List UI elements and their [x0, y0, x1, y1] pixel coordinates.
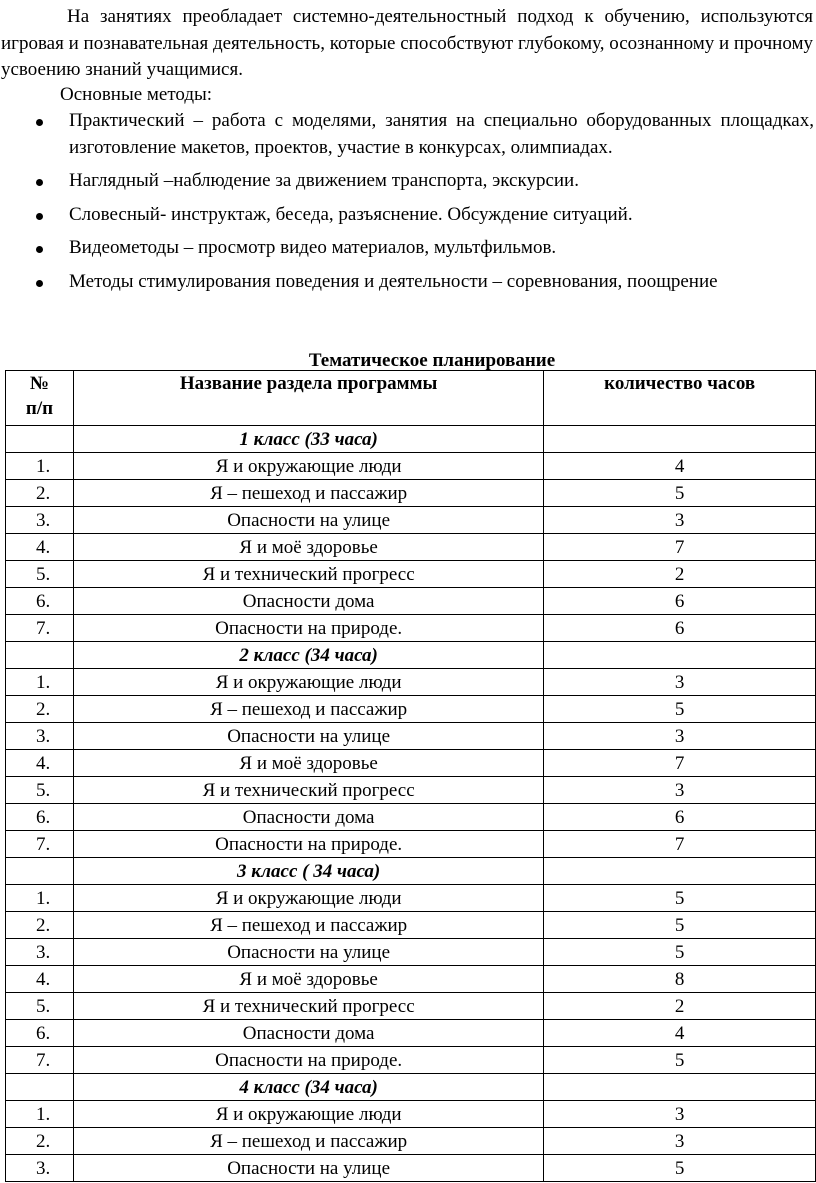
row-hours: 5: [544, 912, 816, 939]
table-row: [6, 1047, 816, 1074]
row-number: 1.: [6, 669, 74, 696]
row-hours: 7: [544, 831, 816, 858]
table-row: [6, 804, 816, 831]
row-hours: 3: [544, 1101, 816, 1128]
row-hours: 4: [544, 453, 816, 480]
row-section-name: Я и окружающие люди: [73, 669, 543, 696]
row-section-name: Опасности на природе.: [73, 831, 543, 858]
row-number: 3.: [6, 723, 74, 750]
table-row: [6, 1020, 816, 1047]
table-row: [6, 939, 816, 966]
row-hours: 3: [544, 669, 816, 696]
row-number: 4.: [6, 534, 74, 561]
row-number: 1.: [6, 453, 74, 480]
row-hours: 3: [544, 723, 816, 750]
row-hours: 5: [544, 1047, 816, 1074]
table-row: [6, 966, 816, 993]
row-section-name: Я и моё здоровье: [73, 966, 543, 993]
section-empty-cell: [6, 1074, 74, 1101]
row-hours: 3: [544, 1128, 816, 1155]
section-empty-cell: [6, 642, 74, 669]
row-section-name: Опасности на природе.: [73, 1047, 543, 1074]
row-section-name: Я – пешеход и пассажир: [73, 1128, 543, 1155]
list-item: Практический – работа с моделями, занятия на специально оборудованных площадках, изготовление макетов, проектов, участие в конкурсах, олимпиадах.: [0, 108, 814, 161]
row-number: 5.: [6, 993, 74, 1020]
row-number: 7.: [6, 1047, 74, 1074]
section-row: [6, 858, 816, 885]
table-row: [6, 723, 816, 750]
section-empty-cell: [6, 858, 74, 885]
thematic-plan-table: [5, 370, 816, 1182]
section-row: [6, 1074, 816, 1101]
row-number: 6.: [6, 804, 74, 831]
list-item: Словесный- инструктаж, беседа, разъяснение. Обсуждение ситуаций.: [0, 202, 814, 229]
table-row: [6, 912, 816, 939]
row-section-name: Я и моё здоровье: [73, 534, 543, 561]
row-number: 6.: [6, 588, 74, 615]
section-empty-cell: [6, 426, 74, 453]
row-number: 7.: [6, 615, 74, 642]
row-hours: 7: [544, 534, 816, 561]
table-row: [6, 453, 816, 480]
table-row: [6, 885, 816, 912]
row-hours: 6: [544, 615, 816, 642]
methods-list: [0, 108, 814, 302]
table-row: [6, 993, 816, 1020]
row-section-name: Опасности дома: [73, 804, 543, 831]
row-number: 2.: [6, 1128, 74, 1155]
section-empty-cell: [544, 426, 816, 453]
row-number: 4.: [6, 750, 74, 777]
intro-paragraph: На занятиях преобладает системно-деятельностный подход к обучению, используются игровая и познавательная деятельность, которые способствуют глубокому, осознанному и прочному усвоению знаний учащимися.: [1, 6, 813, 80]
bullet-icon: [36, 179, 43, 186]
table-row: [6, 750, 816, 777]
table-row: [6, 480, 816, 507]
header-number: № п/п: [6, 371, 74, 426]
row-hours: 7: [544, 750, 816, 777]
methods-title: Основные методы:: [60, 84, 213, 105]
row-hours: 6: [544, 804, 816, 831]
row-section-name: Я и технический прогресс: [73, 777, 543, 804]
row-hours: 3: [544, 777, 816, 804]
row-section-name: Я и технический прогресс: [73, 993, 543, 1020]
row-section-name: Я и технический прогресс: [73, 561, 543, 588]
table-row: [6, 777, 816, 804]
table-row: [6, 1101, 816, 1128]
row-number: 6.: [6, 1020, 74, 1047]
section-row: [6, 642, 816, 669]
row-section-name: Опасности на улице: [73, 723, 543, 750]
row-hours: 5: [544, 885, 816, 912]
table-row: [6, 1155, 816, 1182]
row-number: 5.: [6, 561, 74, 588]
list-item: Видеометоды – просмотр видео материалов, мультфильмов.: [0, 235, 814, 262]
row-hours: 5: [544, 1155, 816, 1182]
row-number: 5.: [6, 777, 74, 804]
row-section-name: Опасности дома: [73, 588, 543, 615]
row-section-name: Опасности на улице: [73, 507, 543, 534]
bullet-icon: [36, 119, 43, 126]
table-row: [6, 696, 816, 723]
row-hours: 3: [544, 507, 816, 534]
table-row: [6, 831, 816, 858]
row-number: 3.: [6, 939, 74, 966]
row-hours: 2: [544, 561, 816, 588]
section-row: [6, 426, 816, 453]
header-section-name: Название раздела программы: [73, 371, 543, 426]
header-hours: количество часов: [544, 371, 816, 426]
row-section-name: Я – пешеход и пассажир: [73, 696, 543, 723]
section-empty-cell: [544, 1074, 816, 1101]
table-row: [6, 534, 816, 561]
row-section-name: Опасности на улице: [73, 1155, 543, 1182]
row-number: 1.: [6, 1101, 74, 1128]
row-number: 7.: [6, 831, 74, 858]
row-section-name: Опасности на природе.: [73, 615, 543, 642]
row-section-name: Я и моё здоровье: [73, 750, 543, 777]
row-number: 4.: [6, 966, 74, 993]
section-title: 1 класс (33 часа): [73, 426, 543, 453]
bullet-icon: [36, 280, 43, 287]
bullet-icon: [36, 213, 43, 220]
section-empty-cell: [544, 642, 816, 669]
list-item: Методы стимулирования поведения и деятельности – соревнования, поощрение: [0, 269, 814, 296]
row-section-name: Я – пешеход и пассажир: [73, 480, 543, 507]
row-number: 3.: [6, 507, 74, 534]
row-number: 2.: [6, 480, 74, 507]
row-section-name: Опасности на улице: [73, 939, 543, 966]
section-title: 3 класс ( 34 часа): [73, 858, 543, 885]
section-empty-cell: [544, 858, 816, 885]
row-hours: 6: [544, 588, 816, 615]
row-section-name: Я и окружающие люди: [73, 885, 543, 912]
bullet-icon: [36, 246, 43, 253]
row-section-name: Опасности дома: [73, 1020, 543, 1047]
table-row: [6, 561, 816, 588]
row-hours: 5: [544, 939, 816, 966]
row-section-name: Я – пешеход и пассажир: [73, 912, 543, 939]
table-title: Тематическое планирование: [308, 350, 556, 371]
row-hours: 2: [544, 993, 816, 1020]
row-hours: 5: [544, 696, 816, 723]
row-section-name: Я и окружающие люди: [73, 453, 543, 480]
table-row: [6, 588, 816, 615]
table-row: [6, 507, 816, 534]
section-title: 2 класс (34 часа): [73, 642, 543, 669]
table-header-row: [6, 371, 816, 426]
list-item: Наглядный –наблюдение за движением транспорта, экскурсии.: [0, 168, 814, 195]
row-number: 2.: [6, 696, 74, 723]
table-row: [6, 1128, 816, 1155]
row-section-name: Я и окружающие люди: [73, 1101, 543, 1128]
row-number: 3.: [6, 1155, 74, 1182]
row-number: 2.: [6, 912, 74, 939]
row-number: 1.: [6, 885, 74, 912]
table-row: [6, 669, 816, 696]
row-hours: 8: [544, 966, 816, 993]
table-row: [6, 615, 816, 642]
row-hours: 5: [544, 480, 816, 507]
row-hours: 4: [544, 1020, 816, 1047]
table-body: [6, 426, 816, 1182]
section-title: 4 класс (34 часа): [73, 1074, 543, 1101]
